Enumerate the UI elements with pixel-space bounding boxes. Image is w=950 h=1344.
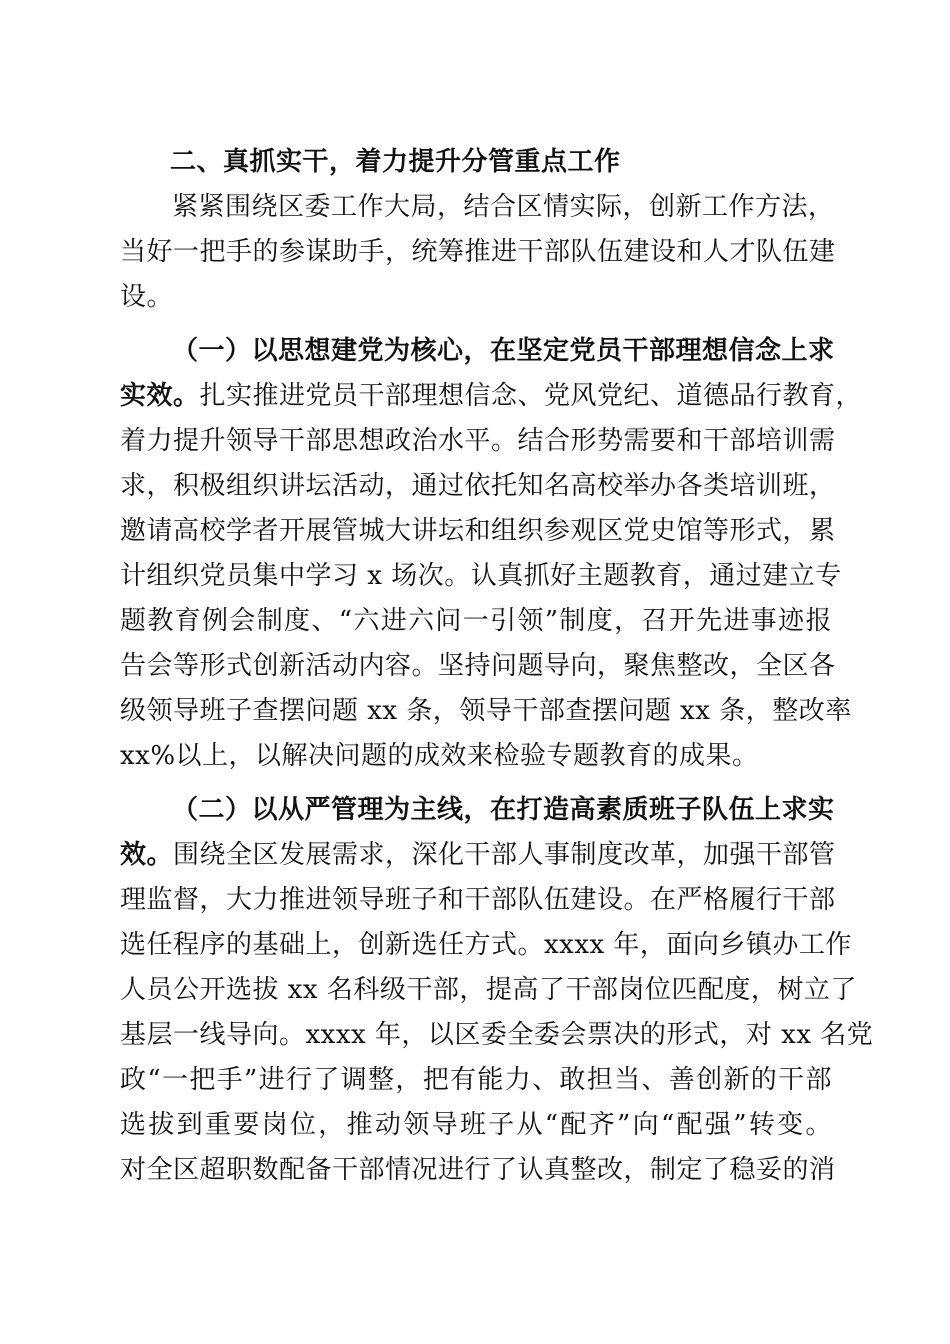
paragraph-line: 人员公开选拔 xx 名科级干部，提高了干部岗位匹配度，树立了 — [120, 975, 857, 1005]
paragraph-line: 选拔到重要岗位，推动领导班子从“配齐”向“配强”转变。 — [120, 1110, 832, 1140]
document-page — [120, 140, 874, 1193]
paragraph-line — [120, 374, 863, 419]
section-heading: 二、真抓实干，着力提升分管重点工作 — [170, 147, 621, 177]
intro-line: 设。 — [120, 282, 174, 312]
paragraph-line: 理监督，大力推进领导班子和干部队伍建设。在严格履行干部 — [120, 885, 836, 915]
section2-paragraph — [120, 788, 874, 1193]
intro-line: 当好一把手的参谋助手，统筹推进干部队伍建设和人才队伍建 — [120, 237, 836, 267]
paragraph-line: 邀请高校学者开展管城大讲坛和组织参观区党史馆等形式，累 — [120, 516, 836, 546]
paragraph-line: 选任程序的基础上，创新选任方式。xxxx 年，面向乡镇办工作 — [120, 930, 852, 960]
paragraph-line: 对全区超职数配备干部情况进行了认真整改，制定了稳妥的消 — [120, 1155, 836, 1185]
paragraph-line: 告会等形式创新活动内容。坚持问题导向，聚焦整改，全区各 — [120, 651, 836, 681]
section2-line-rest: 围绕全区发展需求，深化干部人事制度改革，加强干部管 — [173, 840, 836, 870]
section2-title: （二）以从严管理为主线，在打造高素质班子队伍上求实 — [172, 795, 835, 825]
paragraph-line — [120, 833, 836, 878]
section1-title: （一）以思想建党为核心，在坚定党员干部理想信念上求 — [172, 336, 835, 366]
paragraph-line: 基层一线导向。xxxx 年，以区委全委会票决的形式，对 xx 名党 — [120, 1020, 874, 1050]
paragraph-line: 题教育例会制度、“六进六问一引领”制度，召开先进事迹报 — [120, 606, 832, 636]
paragraph-line: 着力提升领导干部思想政治水平。结合形势需要和干部培训需 — [120, 426, 836, 456]
paragraph-line: 政“一把手”进行了调整，把有能力、敢担当、善创新的干部 — [120, 1065, 832, 1095]
section1-paragraph — [120, 329, 863, 779]
section1-title-end: 实效。 — [120, 381, 200, 411]
intro-line: 紧紧围绕区委工作大局，结合区情实际，创新工作方法， — [172, 192, 835, 222]
section1-line-rest: 扎实推进党员干部理想信念、党风党纪、道德品行教育， — [199, 381, 863, 411]
paragraph-line: xx%以上，以解决问题的成效来检验专题教育的成果。 — [120, 741, 759, 771]
section2-title-end: 效。 — [120, 840, 174, 870]
paragraph-line: 级领导班子查摆问题 xx 条，领导干部查摆问题 xx 条，整改率 — [120, 696, 852, 726]
intro-paragraph — [120, 185, 836, 320]
paragraph-line: 计组织党员集中学习 x 场次。认真抓好主题教育，通过建立专 — [120, 561, 842, 591]
paragraph-line: 求，积极组织讲坛活动，通过依托知名高校举办各类培训班， — [120, 471, 836, 501]
